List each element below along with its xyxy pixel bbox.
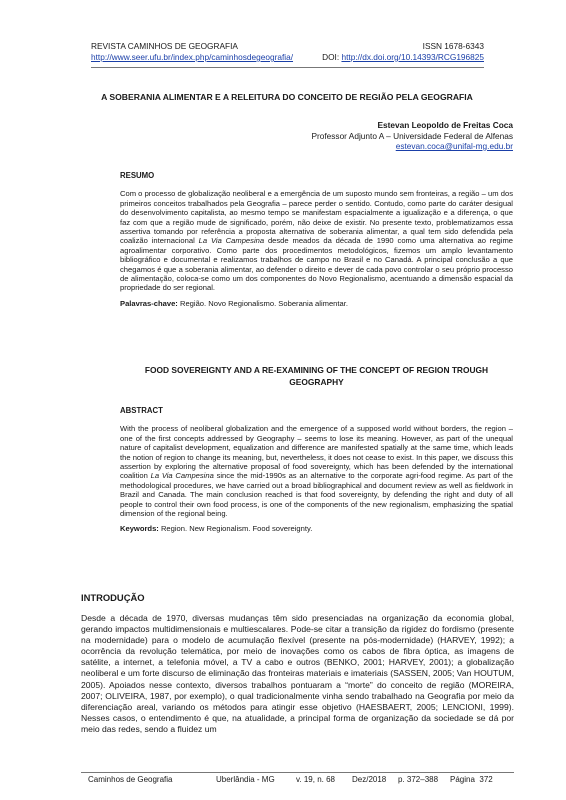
header-divider bbox=[91, 67, 484, 68]
footer-city: Uberlândia - MG bbox=[216, 775, 275, 784]
author-email-link[interactable]: estevan.coca@unifal-mg.edu.br bbox=[395, 141, 513, 151]
footer-pages: p. 372–388 bbox=[398, 775, 439, 784]
journal-url-link[interactable]: http://www.seer.ufu.br/index.php/caminhosdegeografia/ bbox=[91, 52, 294, 62]
running-header bbox=[91, 41, 484, 63]
author-name: Estevan Leopoldo de Freitas Coca bbox=[377, 120, 513, 130]
author-block bbox=[311, 120, 513, 152]
abstract-heading: ABSTRACT bbox=[120, 406, 163, 415]
keywords-label: Palavras-chave: bbox=[120, 298, 178, 308]
abstract-keywords: Keywords: Region. New Regionalism. Food sovereignty. bbox=[120, 524, 313, 534]
abstract-text: With the process of neoliberal globalization and the emergence of a supposed world without borders, the region – one of the first concepts addressed by Geography – seems to lose its meaning. However, as part of the unequal nature of capitalist development, equalization and difference are manifested spatially at the same time, which leads the notion of region to change its meaning, but, nevertheless, it does not cease to exist. In this paper, we discuss this assertion by exploring the alternative proposal of food sovereignty, which has been defended by the international coalition La Via Campesina since the mid-1990s as an alternative to the corporate agri-food regime. As part of the methodological procedures, we have carried out a broad bibliographical and document review as well as fieldwork in Brazil and Canada. The main conclusion reached is that food sovereignty, by defending the right and duty of all people to control their own food process, is one of the components of the new regionalism, emphasizing the spatial dimension of the regional being. bbox=[120, 424, 513, 519]
doi-label: DOI: bbox=[322, 52, 340, 62]
resumo-text: Com o processo de globalização neoliberal e a emergência de um suposto mundo sem fronteiras, a região – um dos primeiros conceitos trabalhados pela Geografia – parece perder o sentido. Contudo, como parte do caráter desigual do desenvolvimento capitalista, ao mesmo tempo se manifestam espacialmente a igualização e a diferença, o que faz com que a região mude de significado, porém, não deixe de existir. No presente texto, problematizamos essa assertiva tomando por referência a proposta alternativa de soberania alimentar, a qual tem sido defendida pela coalizão internacional La Via Campesina desde meados da década de 1990 como uma alternativa ao regime agroalimentar corporativo. Como parte dos procedimentos metodológicos, fizemos um amplo levantamento bibliográfico e documental e realizamos trabalhos de campo no Brasil e no Canadá. A principal conclusão a que chegamos é que a soberania alimentar, ao defender o direito e dever de cada povo controlar o seu próprio processo de alimentação, coloca-se como um dos componentes do Novo Regionalismo, acentuando a dimensão espacial da propriedade do ser regional. bbox=[120, 189, 513, 293]
author-affiliation: Professor Adjunto A – Universidade Federal de Alfenas bbox=[311, 130, 513, 141]
footer-volume: v. 19, n. 68 bbox=[296, 775, 335, 784]
footer-journal: Caminhos de Geografia bbox=[88, 775, 173, 784]
footer-divider bbox=[81, 772, 514, 773]
intro-heading: INTRODUÇÃO bbox=[81, 592, 145, 603]
resumo-heading: RESUMO bbox=[120, 171, 155, 180]
doi-line bbox=[322, 52, 484, 63]
journal-name: REVISTA CAMINHOS DE GEOGRAFIA bbox=[91, 41, 238, 51]
article-title: A SOBERANIA ALIMENTAR E A RELEITURA DO CONCEITO DE REGIÃO PELA GEOGRAFIA bbox=[101, 92, 473, 102]
resumo-keywords: Palavras-chave: Região. Novo Regionalismo. Soberania alimentar. bbox=[120, 298, 348, 308]
running-footer bbox=[88, 775, 508, 784]
doi-link[interactable]: http://dx.doi.org/10.14393/RCG196825 bbox=[341, 52, 484, 62]
issn: ISSN 1678-6343 bbox=[422, 41, 484, 51]
english-title: FOOD SOVEREIGNTY AND A RE-EXAMINING OF THE CONCEPT OF REGION TROUGH GEOGRAPHY bbox=[144, 365, 489, 387]
abstract-section bbox=[120, 406, 513, 534]
footer-date: Dez/2018 bbox=[352, 775, 387, 784]
keywords-label-en: Keywords: bbox=[120, 524, 159, 534]
intro-paragraph: Desde a década de 1970, diversas mudanças têm sido presenciadas na organização da economia global, gerando impactos multidimensionais e multiescalares. Pode-se citar a transição da rigidez do fordismo (presente na modernidade) para o modelo de acumulação flexível (presente na pós-modernidade) (HARVEY, 1992); a ocorrência da revolução telemática, por meio de inovações como os cabos de fibra óptica, as imagens de satélite, a internet, a telefonia móvel, a TV a cabo e outros (BENKO, 2001; HARVEY, 2001); a globalização neoliberal e um forte discurso de eliminação das fronteiras materiais e imateriais (SASSEN, 2005; Van HOUTUM, 2005). Apoiados nesse contexto, diversos trabalhos pontuaram a “morte” do conceito de região (MOREIRA, 2007; OLIVEIRA, 1987, por exemplo), o qual tradicionalmente vinha sendo trabalhado na Geografia por meio da diferenciação areal, variando os métodos para atingir esse objetivo (HAESBAERT, 2005; LENCIONI, 1999). Nesses casos, o entendimento é que, na atualidade, a principal forma de organização da sociedade se dá por meio das redes, sendo a fluidez um bbox=[81, 613, 514, 734]
footer-page: Página 372 bbox=[450, 775, 493, 784]
resumo-section bbox=[120, 171, 513, 308]
